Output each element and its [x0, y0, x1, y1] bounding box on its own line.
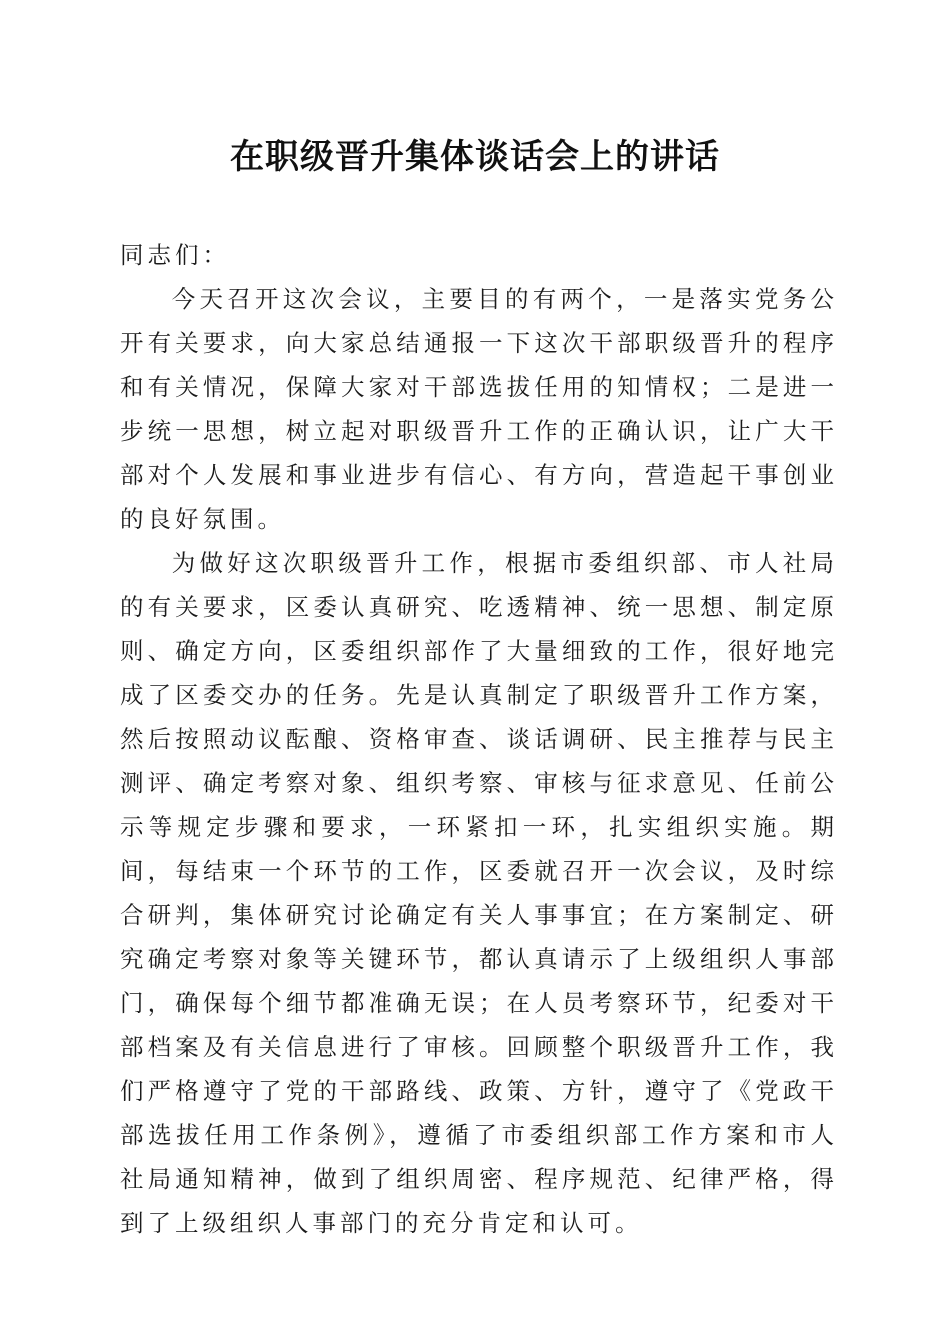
paragraph: 今天召开这次会议，主要目的有两个，一是落实党务公开有关要求，向大家总结通报一下这次干部职级晋升的程序和有关情况，保障大家对干部选拔任用的知情权；二是进一步统一思想，树立起对职级晋升工作的正确认识，让广大干部对个人发展和事业进步有信心、有方向，营造起干事创业的良好氛围。 [120, 285, 838, 533]
paragraph: 为做好这次职级晋升工作，根据市委组织部、市人社局的有关要求，区委认真研究、吃透精神、统一思想、制定原则、确定方向，区委组织部作了大量细致的工作，很好地完成了区委交办的任务。先是认真制定了职级晋升工作方案，然后按照动议酝酿、资格审查、谈话调研、民主推荐与民主测评、确定考察对象、组织考察、审核与征求意见、任前公示等规定步骤和要求，一环紧扣一环，扎实组织实施。期间，每结束一个环节的工作，区委就召开一次会议，及时综合研判，集体研究讨论确定有关人事事宜；在方案制定、研究确定考察对象等关键环节，都认真请示了上级组织人事部门，确保每个细节都准确无误；在人员考察环节，纪委对干部档案及有关信息进行了审核。回顾整个职级晋升工作，我们严格遵守了党的干部路线、政策、方针，遵守了《党政干部选拔任用工作条例》，遵循了市委组织部工作方案和市人社局通知精神，做到了组织周密、程序规范、纪律严格，得到了上级组织人事部门的充分肯定和认可。 [120, 549, 838, 1237]
document-title: 在职级晋升集体谈话会上的讲话 [230, 137, 720, 177]
document-body [120, 233, 838, 1245]
salutation: 同志们： [120, 241, 230, 269]
